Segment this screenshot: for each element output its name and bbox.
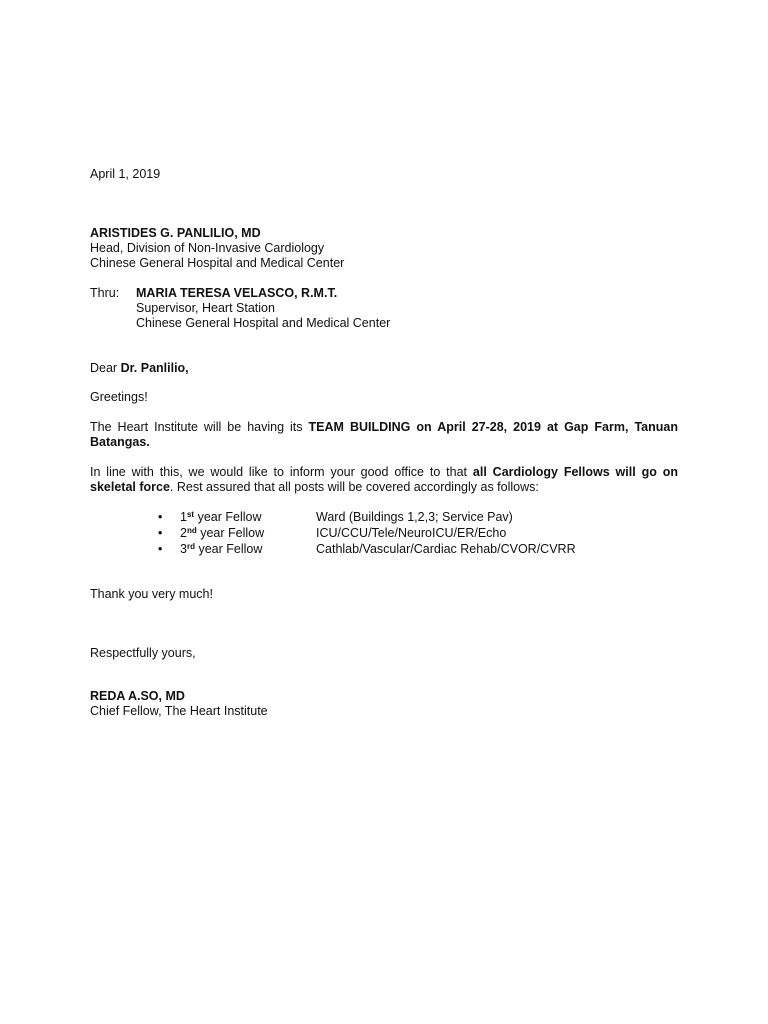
salutation-prefix: Dear: [90, 361, 118, 375]
recipient-title: Head, Division of Non-Invasive Cardiology: [90, 241, 325, 255]
thru-org: Chinese General Hospital and Medical Center: [136, 316, 391, 330]
para2-text: In line with this, we would like to inform your good office to that: [90, 465, 468, 479]
thru-title: Supervisor, Heart Station: [136, 301, 275, 315]
recipient-name: ARISTIDES G. PANLILIO, MD: [90, 226, 261, 240]
sender-title: Chief Fellow, The Heart Institute: [90, 704, 268, 718]
sender-block: [90, 689, 678, 719]
thru-label: Thru:: [90, 286, 120, 300]
recipient-org: Chinese General Hospital and Medical Center: [90, 256, 345, 270]
bullet-icon: •: [158, 526, 163, 540]
closing: Respectfully yours,: [90, 646, 196, 660]
bullet-icon: •: [158, 510, 163, 524]
fellow-year: 3rd year Fellow: [180, 542, 263, 556]
para1-bold: TEAM BUILDING on April 27-28, 2019 at Gap Farm, Tanuan Batangas.: [90, 420, 678, 449]
salutation: [90, 361, 678, 376]
recipient-block: [90, 226, 678, 271]
para2-after: . Rest assured that all posts will be covered accordingly as follows:: [169, 480, 539, 494]
greeting: Greetings!: [90, 390, 148, 404]
fellow-year: 2nd year Fellow: [180, 526, 265, 540]
paragraph-team-building: [90, 420, 678, 450]
fellow-assignment: ICU/CCU/Tele/NeuroICU/ER/Echo: [316, 526, 507, 540]
salutation-name: Dr. Panlilio,: [120, 361, 189, 375]
para2-bold: all Cardiology Fellows will go on skeletal force: [90, 465, 678, 494]
fellow-assignment: Ward (Buildings 1,2,3; Service Pav): [316, 510, 513, 524]
paragraph-skeletal-force: [90, 465, 678, 495]
bullet-icon: •: [158, 542, 163, 556]
para1-text: The Heart Institute will be having its: [90, 420, 303, 434]
thanks: Thank you very much!: [90, 587, 213, 601]
sender-name: REDA A.SO, MD: [90, 689, 185, 703]
letter-date: April 1, 2019: [90, 167, 161, 181]
thru-name: MARIA TERESA VELASCO, R.M.T.: [136, 286, 338, 300]
thru-block: [136, 286, 390, 331]
fellow-year: 1st year Fellow: [180, 510, 262, 524]
fellow-assignment: Cathlab/Vascular/Cardiac Rehab/CVOR/CVRR: [316, 542, 576, 556]
